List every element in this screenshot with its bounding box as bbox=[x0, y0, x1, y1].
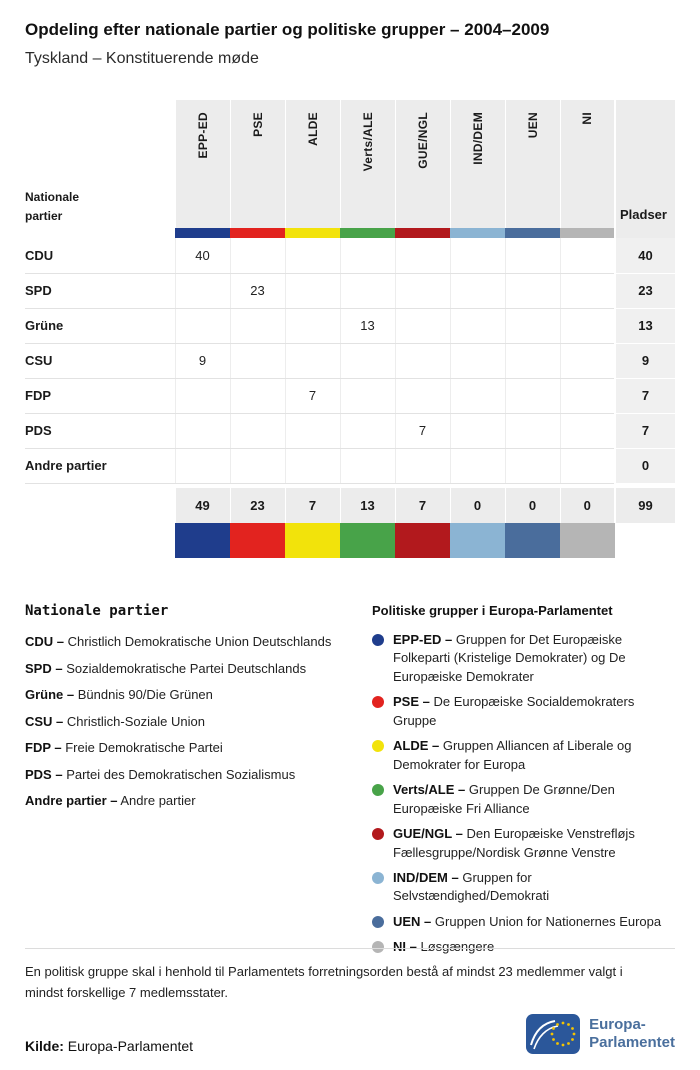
total-cell: 13 bbox=[340, 488, 395, 523]
party-name: CDU bbox=[25, 238, 175, 273]
page-subtitle: Tyskland – Konstituerende møde bbox=[25, 50, 259, 67]
ep-logo bbox=[526, 1014, 675, 1054]
cell bbox=[175, 448, 230, 483]
column-header-ni bbox=[560, 100, 615, 228]
cell bbox=[560, 273, 615, 308]
legend-item: CSU – Christlich-Soziale Union bbox=[25, 713, 205, 729]
group-color-strip bbox=[560, 523, 615, 558]
divider bbox=[25, 948, 675, 949]
cell bbox=[340, 413, 395, 448]
column-header-gue-ngl bbox=[395, 100, 450, 228]
source-label: Kilde: bbox=[25, 1038, 64, 1054]
ep-logo-icon bbox=[526, 1014, 580, 1054]
cell bbox=[560, 413, 615, 448]
column-header-label: ALDE bbox=[305, 112, 320, 146]
group-color-strip bbox=[230, 228, 285, 238]
legend-item: Andre partier – Andre partier bbox=[25, 793, 196, 809]
cell: 9 bbox=[175, 343, 230, 378]
table-row-fdp bbox=[25, 378, 675, 413]
column-header-label: PSE bbox=[250, 112, 265, 137]
legend-item: GUE/NGL – Den Europæiske Venstrefløjs Fællesgruppe/Nordisk Grønne Venstre bbox=[372, 825, 678, 862]
national-parties-legend bbox=[25, 603, 360, 819]
column-header-pse bbox=[230, 100, 285, 228]
cell bbox=[505, 308, 560, 343]
table-row-pds bbox=[25, 413, 675, 448]
legend-item: PDS – Partei des Demokratischen Sozialismus bbox=[25, 766, 296, 782]
political-groups-legend bbox=[372, 603, 678, 964]
legend-item: PSE – De Europæiske Socialdemokraters Gruppe bbox=[372, 693, 678, 730]
legend-title: Politiske grupper i Europa-Parlamentet bbox=[372, 603, 613, 618]
cell bbox=[175, 413, 230, 448]
group-color-dot bbox=[372, 634, 384, 646]
cell bbox=[395, 448, 450, 483]
group-color-strip bbox=[450, 228, 505, 238]
cell bbox=[560, 378, 615, 413]
cell bbox=[175, 273, 230, 308]
group-color-strip bbox=[230, 523, 285, 558]
seats-column-header: Pladser bbox=[615, 100, 675, 238]
cell bbox=[505, 413, 560, 448]
cell bbox=[505, 343, 560, 378]
party-name: Andre partier bbox=[25, 448, 175, 483]
column-header-uen bbox=[505, 100, 560, 228]
seats-cell: 0 bbox=[615, 448, 675, 483]
group-color-strip bbox=[285, 523, 340, 558]
column-header-label: IND/DEM bbox=[470, 112, 485, 165]
column-header-label: EPP-ED bbox=[195, 112, 210, 159]
cell bbox=[505, 238, 560, 273]
cell bbox=[340, 238, 395, 273]
group-color-strip bbox=[450, 523, 505, 558]
group-color-strip bbox=[175, 523, 230, 558]
cell bbox=[175, 308, 230, 343]
cell bbox=[560, 308, 615, 343]
table-row-csu bbox=[25, 343, 675, 378]
legend-item: Grüne – Bündnis 90/Die Grünen bbox=[25, 687, 213, 703]
cell bbox=[285, 238, 340, 273]
cell bbox=[395, 273, 450, 308]
cell bbox=[230, 238, 285, 273]
cell bbox=[285, 308, 340, 343]
group-color-strip bbox=[560, 228, 615, 238]
legend-item: IND/DEM – Gruppen for Selvstændighed/Demokrati bbox=[372, 869, 678, 906]
seats-cell: 40 bbox=[615, 238, 675, 273]
total-cell: 7 bbox=[285, 488, 340, 523]
cell bbox=[285, 343, 340, 378]
legend-item: SPD – Sozialdemokratische Partei Deutschlands bbox=[25, 660, 307, 676]
cell bbox=[450, 308, 505, 343]
legend-item: EPP-ED – Gruppen for Det Europæiske Folkeparti (Kristelige Demokrater) og De Europæiske Demokrater bbox=[372, 631, 678, 686]
total-cell: 7 bbox=[395, 488, 450, 523]
row-header-label: Nationale partier bbox=[25, 189, 80, 223]
cell: 7 bbox=[285, 378, 340, 413]
total-cell: 0 bbox=[560, 488, 615, 523]
cell bbox=[505, 378, 560, 413]
table-row-grune bbox=[25, 308, 675, 343]
page-title: Opdeling efter nationale partier og politiske grupper – 2004–2009 bbox=[25, 20, 550, 39]
total-cell: 0 bbox=[450, 488, 505, 523]
cell bbox=[560, 238, 615, 273]
column-header-ind-dem bbox=[450, 100, 505, 228]
cell bbox=[560, 343, 615, 378]
cell bbox=[230, 343, 285, 378]
total-cell: 0 bbox=[505, 488, 560, 523]
cell bbox=[285, 273, 340, 308]
seats-cell: 7 bbox=[615, 413, 675, 448]
cell bbox=[450, 413, 505, 448]
row-header-cell bbox=[25, 100, 175, 238]
group-color-strip bbox=[505, 523, 560, 558]
legend-item: CDU – Christlich Demokratische Union Deutschlands bbox=[25, 634, 332, 649]
cell: 7 bbox=[395, 413, 450, 448]
table-header-row bbox=[25, 100, 675, 228]
group-color-strip-row-bottom bbox=[25, 523, 675, 558]
group-color-dot bbox=[372, 784, 384, 796]
group-color-strip bbox=[175, 228, 230, 238]
seats-cell: 7 bbox=[615, 378, 675, 413]
group-color-strip bbox=[505, 228, 560, 238]
cell bbox=[340, 273, 395, 308]
group-color-strip bbox=[285, 228, 340, 238]
group-color-strip bbox=[340, 228, 395, 238]
column-header-label: Verts/ALE bbox=[360, 112, 375, 172]
group-color-strip bbox=[340, 523, 395, 558]
group-color-dot bbox=[372, 828, 384, 840]
group-color-strip bbox=[395, 523, 450, 558]
legend-item: UEN – Gruppen Union for Nationernes Europa bbox=[372, 913, 678, 931]
cell bbox=[340, 378, 395, 413]
cell bbox=[175, 378, 230, 413]
legend-item: ALDE – Gruppen Alliancen af Liberale og Demokrater for Europa bbox=[372, 737, 678, 774]
group-color-dot bbox=[372, 872, 384, 884]
cell bbox=[230, 448, 285, 483]
cell bbox=[450, 238, 505, 273]
cell bbox=[285, 448, 340, 483]
legend-item: Verts/ALE – Gruppen De Grønne/Den Europæiske Fri Alliance bbox=[372, 781, 678, 818]
legend-item: NI – Løsgængere bbox=[372, 938, 678, 956]
cell bbox=[395, 343, 450, 378]
seats-cell: 23 bbox=[615, 273, 675, 308]
legend-item: FDP – Freie Demokratische Partei bbox=[25, 740, 223, 756]
cell bbox=[340, 448, 395, 483]
cell bbox=[450, 343, 505, 378]
cell bbox=[395, 308, 450, 343]
cell bbox=[450, 448, 505, 483]
column-header-label: NI bbox=[580, 112, 595, 125]
legend-title: Nationale partier bbox=[25, 603, 169, 619]
cell bbox=[395, 238, 450, 273]
cell bbox=[450, 378, 505, 413]
column-header-alde bbox=[285, 100, 340, 228]
cell: 13 bbox=[340, 308, 395, 343]
cell bbox=[450, 273, 505, 308]
cell bbox=[560, 448, 615, 483]
group-color-dot bbox=[372, 916, 384, 928]
column-header-label: GUE/NGL bbox=[415, 112, 430, 169]
table-row-spd bbox=[25, 273, 675, 308]
totals-row bbox=[25, 488, 675, 523]
table-row-andre-partier bbox=[25, 448, 675, 483]
cell bbox=[230, 413, 285, 448]
total-cell: 23 bbox=[230, 488, 285, 523]
footnote: En politisk gruppe skal i henhold til Parlamentets forretningsorden bestå af mindst 23 medlemmer valgt i mindst forskellige 7 medlemsstater. bbox=[25, 964, 623, 1000]
party-name: PDS bbox=[25, 413, 175, 448]
seats-cell: 9 bbox=[615, 343, 675, 378]
group-color-dot bbox=[372, 696, 384, 708]
party-name: Grüne bbox=[25, 308, 175, 343]
column-header-label: UEN bbox=[525, 112, 540, 139]
cell bbox=[230, 378, 285, 413]
ep-logo-text: Europa- Parlamentet bbox=[589, 1016, 675, 1051]
party-name: CSU bbox=[25, 343, 175, 378]
seats-table bbox=[25, 100, 675, 558]
seats-cell: 13 bbox=[615, 308, 675, 343]
group-color-strip bbox=[395, 228, 450, 238]
cell: 40 bbox=[175, 238, 230, 273]
column-header-verts-ale bbox=[340, 100, 395, 228]
total-seats-cell: 99 bbox=[615, 488, 675, 523]
group-color-dot bbox=[372, 740, 384, 752]
party-name: FDP bbox=[25, 378, 175, 413]
party-name: SPD bbox=[25, 273, 175, 308]
cell bbox=[285, 413, 340, 448]
source-line bbox=[25, 1038, 193, 1054]
cell bbox=[505, 273, 560, 308]
cell: 23 bbox=[230, 273, 285, 308]
cell bbox=[340, 343, 395, 378]
source-value: Europa-Parlamentet bbox=[67, 1038, 194, 1054]
cell bbox=[505, 448, 560, 483]
total-cell: 49 bbox=[175, 488, 230, 523]
column-header-epp-ed bbox=[175, 100, 230, 228]
cell bbox=[230, 308, 285, 343]
cell bbox=[395, 378, 450, 413]
table-row-cdu bbox=[25, 238, 675, 273]
